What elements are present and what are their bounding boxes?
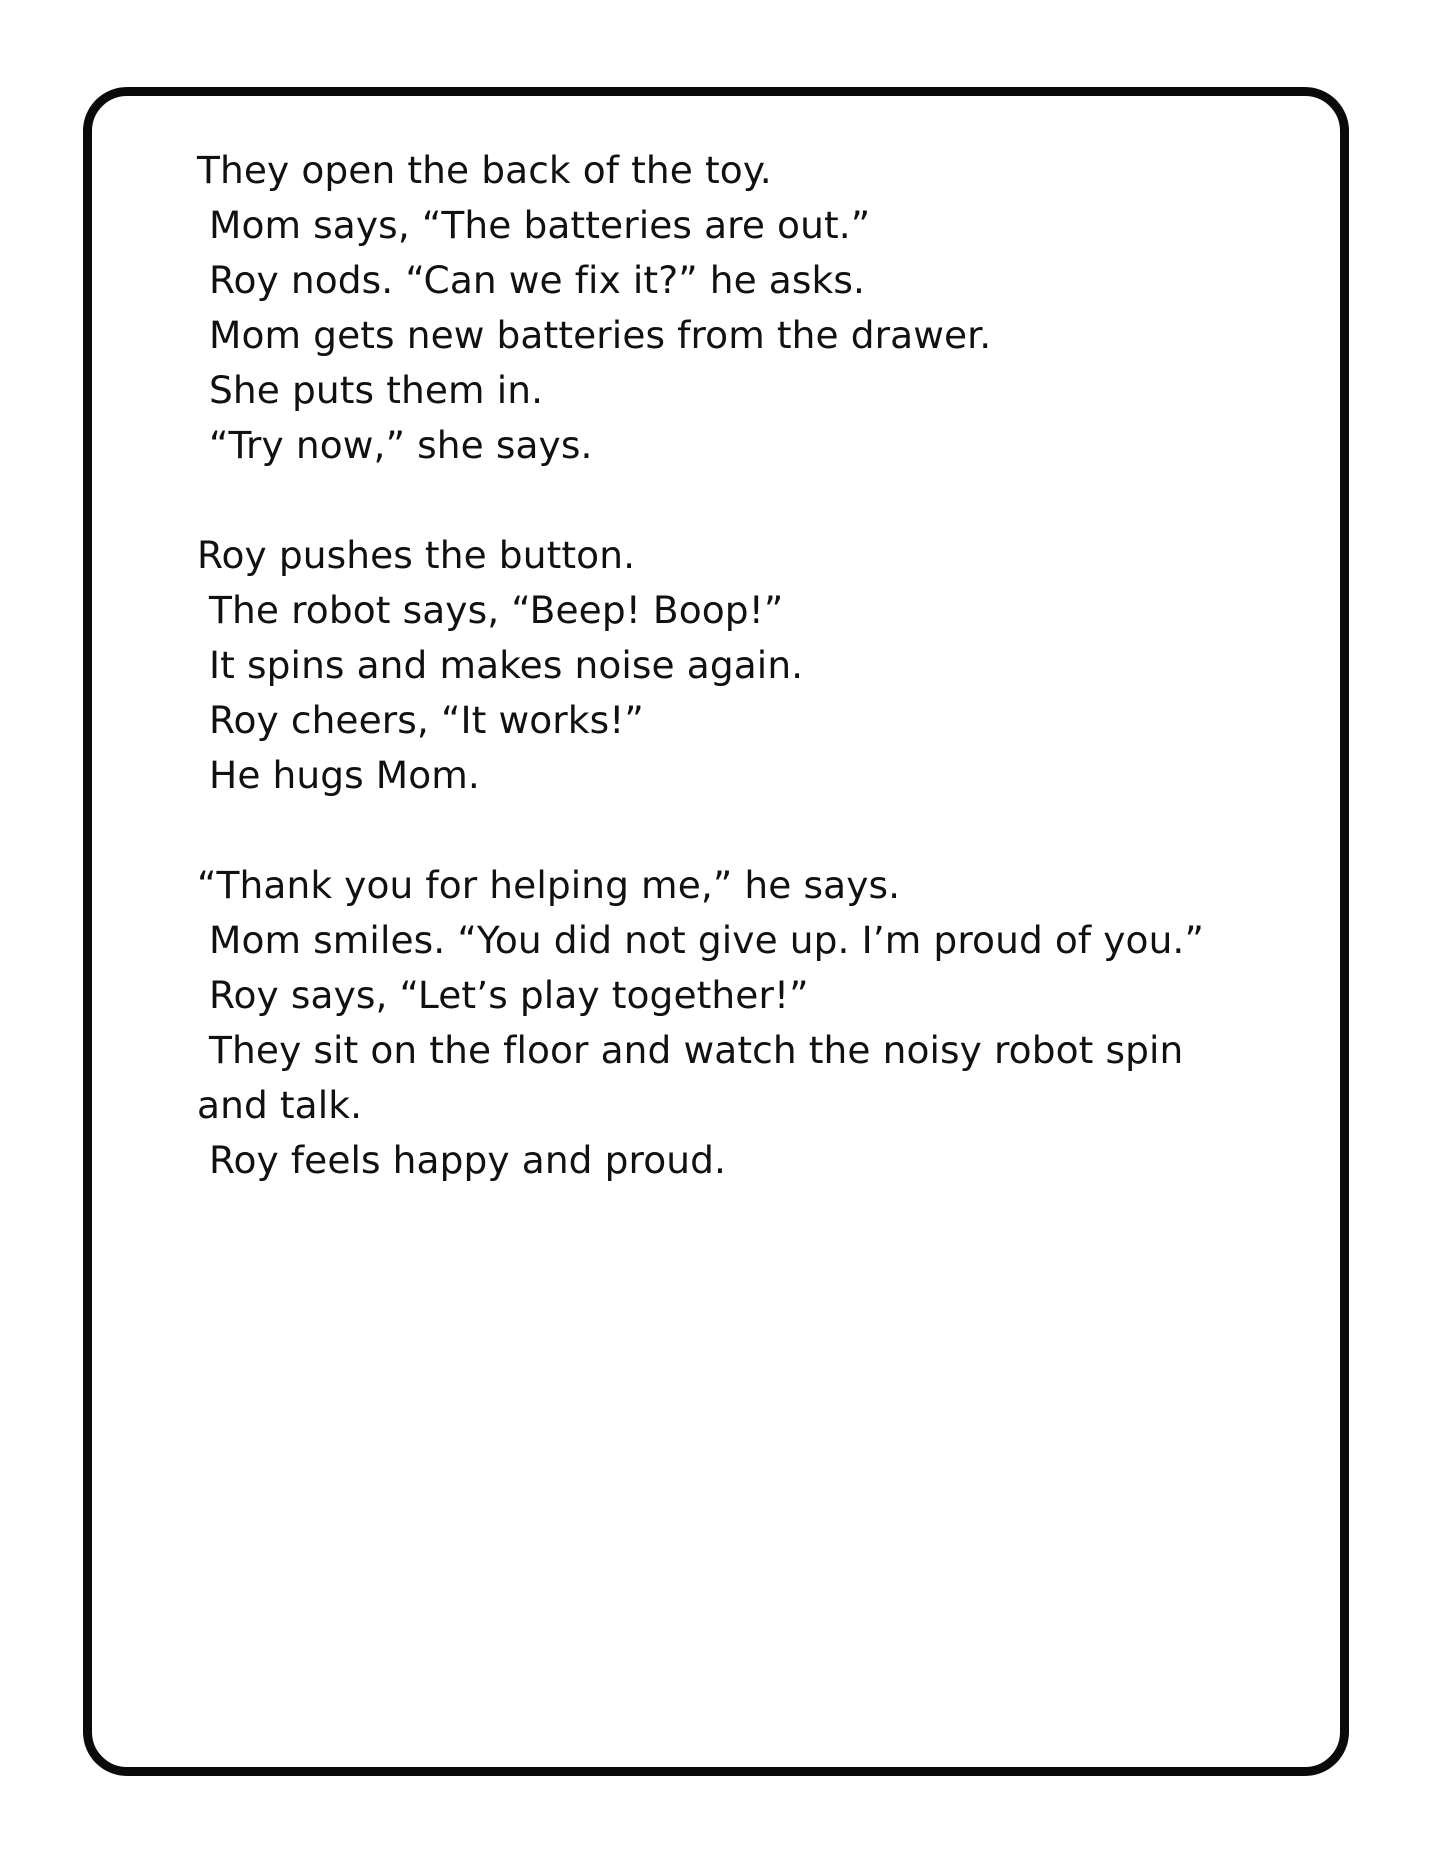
text-line: “Try now,” she says. xyxy=(197,423,593,467)
text-line: Mom says, “The batteries are out.” xyxy=(197,203,871,247)
text-line: The robot says, “Beep! Boop!” xyxy=(197,588,784,632)
text-line: Mom gets new batteries from the drawer. xyxy=(197,313,992,357)
text-line: Roy pushes the button. xyxy=(197,533,636,577)
text-line: She puts them in. xyxy=(197,368,544,412)
text-line: They open the back of the toy. xyxy=(197,148,772,192)
story-text xyxy=(197,143,1277,1188)
text-line: It spins and makes noise again. xyxy=(197,643,804,687)
paragraph-3 xyxy=(197,858,1277,1188)
paragraph-2 xyxy=(197,528,1277,803)
text-line: Roy nods. “Can we fix it?” he asks. xyxy=(197,258,865,302)
paragraph-1 xyxy=(197,143,1277,473)
paragraph-gap xyxy=(197,473,1277,528)
text-line: Roy cheers, “It works!” xyxy=(197,698,644,742)
text-line: “Thank you for helping me,” he says. xyxy=(197,863,901,907)
text-line: Roy says, “Let’s play together!” xyxy=(197,973,809,1017)
text-line: Mom smiles. “You did not give up. I’m proud of you.” xyxy=(197,918,1204,962)
paragraph-gap xyxy=(197,803,1277,858)
text-line: Roy feels happy and proud. xyxy=(197,1138,727,1182)
text-line: They sit on the floor and watch the noisy robot spin xyxy=(197,1028,1184,1072)
text-line: He hugs Mom. xyxy=(197,753,480,797)
text-line: and talk. xyxy=(197,1083,363,1127)
